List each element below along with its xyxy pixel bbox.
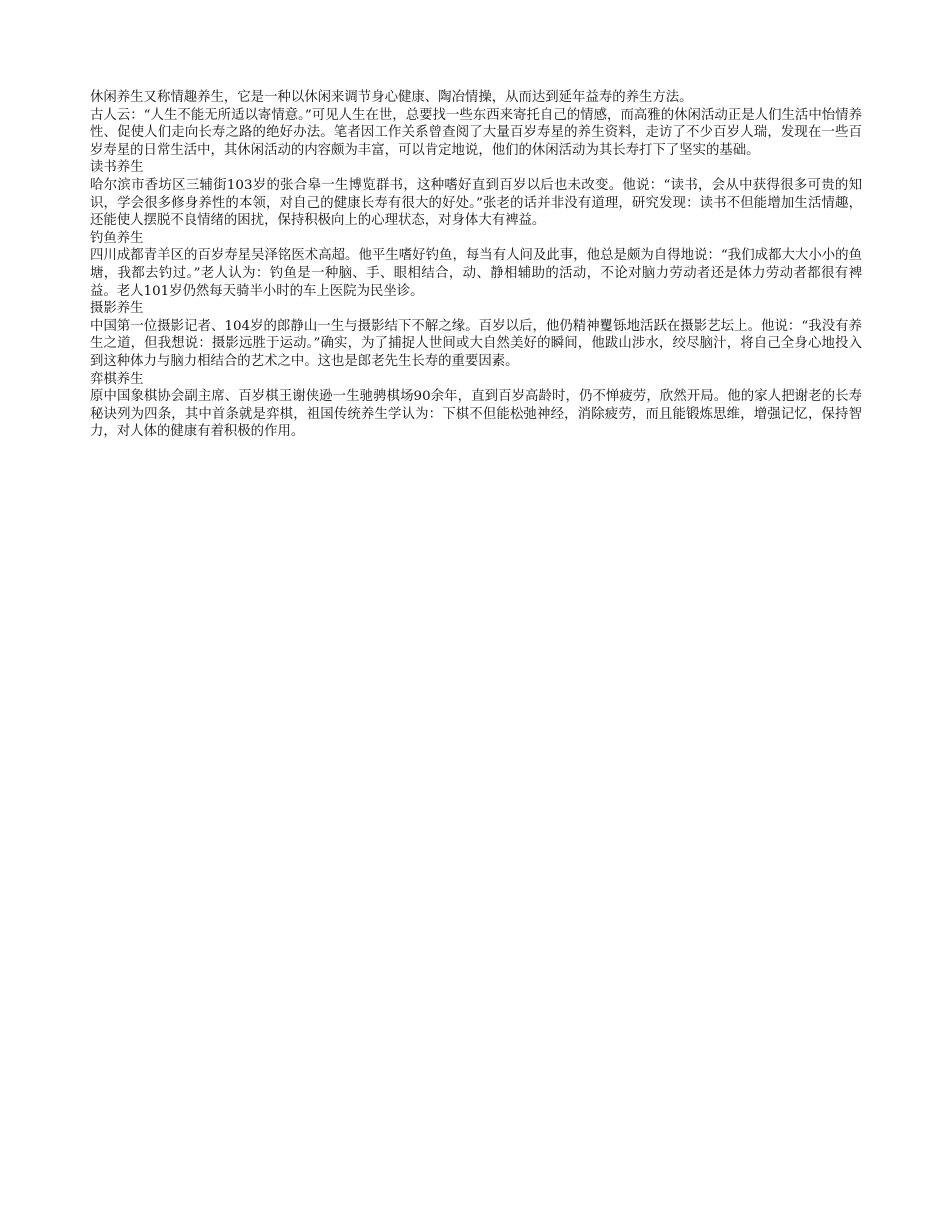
section-heading-fishing: 钓鱼养生 — [90, 230, 144, 246]
document-body — [90, 89, 862, 441]
chess-paragraph: 原中国象棋协会副主席、百岁棋王谢侠逊一生驰骋棋场90余年，直到百岁高龄时，仍不惮疲劳，欣然开局。他的家人把谢老的长寿秘诀列为四条，其中首条就是弈棋，祖国传统养生学认为：下棋不但能松弛神经，消除疲劳，而且能锻炼思维，增强记忆，保持智力，对人体的健康有着积极的作用。 — [90, 389, 862, 440]
photography-paragraph: 中国第一位摄影记者、104岁的郎静山一生与摄影结下不解之缘。百岁以后，他仍精神矍铄地活跃在摄影艺坛上。他说：“我没有养生之道，但我想说：摄影远胜于运动。”确实，为了捕捉人世间或大自然美好的瞬间，他跋山涉水，绞尽脑汁，将自己全身心地投入到这种体力与脑力相结合的艺术之中。这也是郎老先生长寿的重要因素。 — [90, 318, 862, 369]
reading-paragraph: 哈尔滨市香坊区三辅街103岁的张合皋一生博览群书，这种嗜好直到百岁以后也未改变。他说：“读书，会从中获得很多可贵的知识，学会很多修身养性的本领，对自己的健康长寿有很大的好处。”张老的话并非没有道理，研究发现：读书不但能增加生活情趣，还能使人摆脱不良情绪的困扰，保持积极向上的心理状态，对身体大有裨益。 — [90, 177, 862, 229]
section-heading-photography: 摄影养生 — [90, 301, 144, 317]
section-heading-reading: 读书养生 — [90, 160, 144, 176]
quote-paragraph: 古人云：“人生不能无所适以寄情意。”可见人生在世，总要找一些东西来寄托自己的情感，而高雅的休闲活动正是人们生活中怡情养性、促使人们走向长寿之路的绝好办法。笔者因工作关系曾查阅了大量百岁寿星的养生资料，走访了不少百岁人瑞，发现在一些百岁寿星的日常生活中，其休闲活动的内容颇为丰富，可以肯定地说，他们的休闲活动为其长寿打下了坚实的基础。 — [90, 107, 862, 158]
section-heading-chess: 弈棋养生 — [90, 371, 144, 387]
fishing-paragraph: 四川成都青羊区的百岁寿星吴泽铭医术高超。他平生嗜好钓鱼，每当有人问及此事，他总是颇为自得地说：“我们成都大大小小的鱼塘，我都去钓过。”老人认为：钓鱼是一种脑、手、眼相结合，动、静相辅助的活动，不论对脑力劳动者还是体力劳动者都很有裨益。老人101岁仍然每天骑半小时的车上医院为民坐诊。 — [90, 248, 862, 299]
intro-paragraph: 休闲养生又称情趣养生，它是一种以休闲来调节身心健康、陶冶情操，从而达到延年益寿的养生方法。 — [90, 90, 693, 105]
